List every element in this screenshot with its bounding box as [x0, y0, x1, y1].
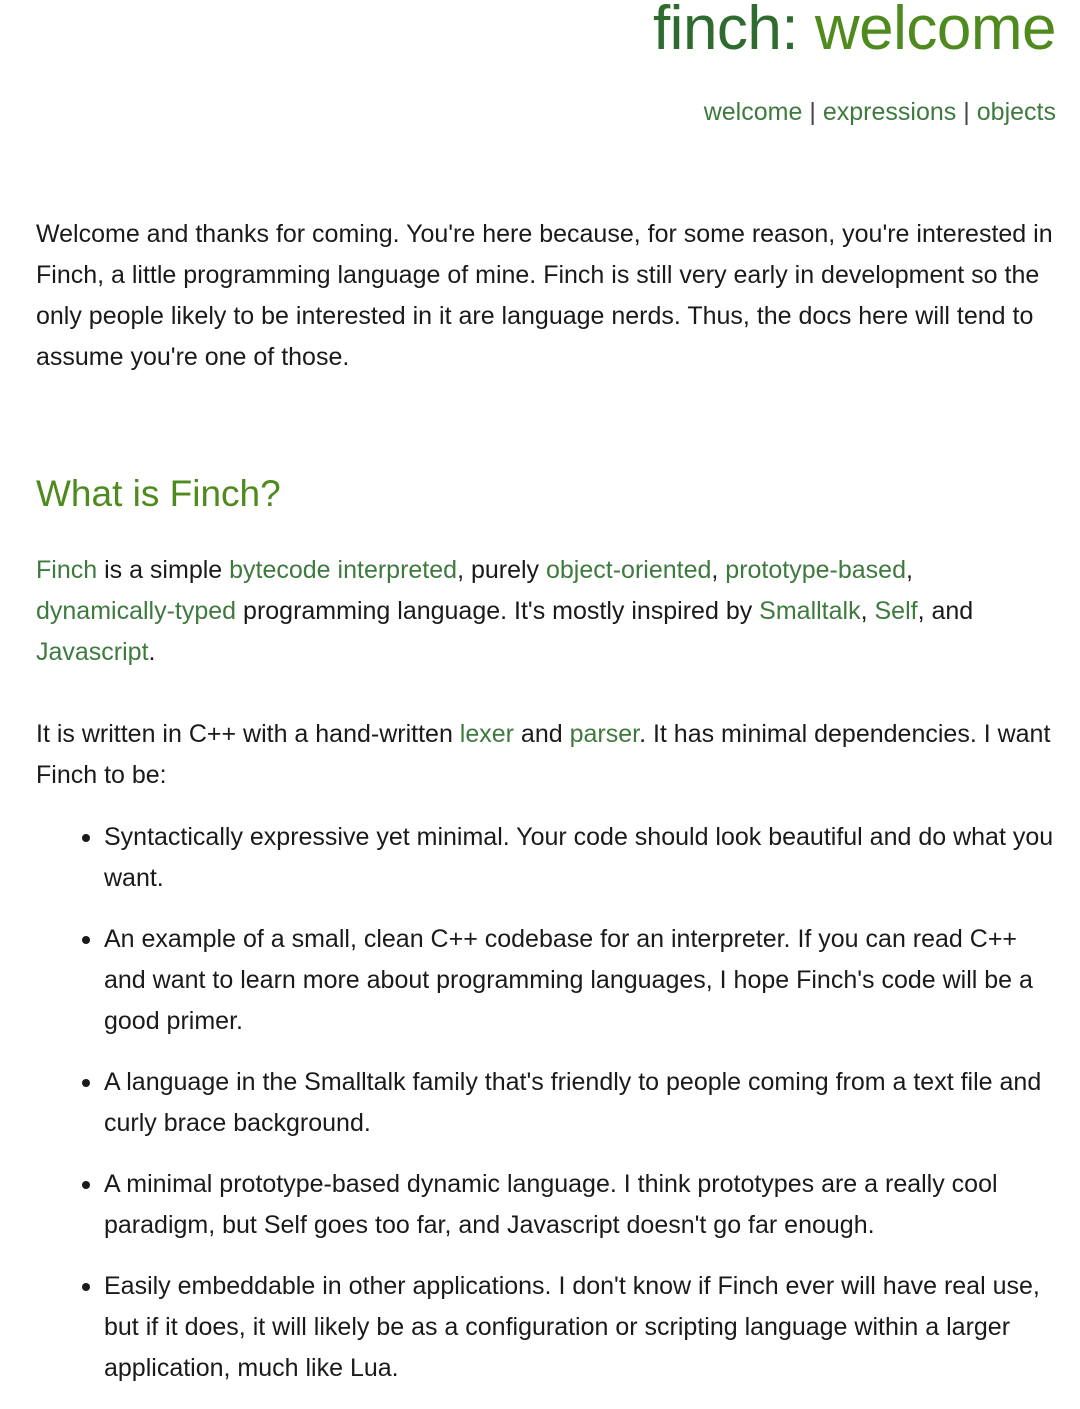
text-fragment: . — [148, 638, 156, 666]
implementation-paragraph — [36, 714, 1060, 796]
nav-link-expressions[interactable]: expressions — [822, 98, 957, 126]
intro-paragraph: Welcome and thanks for coming. You're here because, for some reason, you're interested in Finch, a little programming language of mine. Finch is still very early in development so the only people likely to be interested in it are language nerds. Thus, the docs here will tend to assume you're one of those. — [36, 220, 1053, 371]
text-fragment: , — [860, 597, 875, 625]
site-title-prefix: finch: — [652, 0, 815, 63]
list-item — [104, 817, 1060, 899]
parser-link[interactable]: parser — [569, 720, 640, 748]
list-item — [104, 919, 1060, 1042]
list-item — [104, 1062, 1060, 1144]
description-paragraph — [36, 550, 1060, 673]
site-title — [653, 0, 1056, 66]
lexer-link[interactable]: lexer — [459, 720, 514, 748]
bullet-icon — [82, 1079, 90, 1087]
text-fragment: , purely — [457, 556, 546, 584]
text-fragment: programming language. It's mostly inspired by — [236, 597, 760, 625]
list-item-text: A minimal prototype-based dynamic language. I think prototypes are a really cool paradigm, but Self goes too far, and Javascript doesn't go far enough. — [104, 1170, 998, 1239]
object-oriented-link[interactable]: object-oriented — [546, 556, 712, 584]
top-nav — [704, 94, 1056, 130]
text-fragment: is a simple — [97, 556, 230, 584]
bullet-icon — [82, 834, 90, 842]
list-item-text: Syntactically expressive yet minimal. Your code should look beautiful and do what you want. — [104, 823, 1054, 892]
nav-link-welcome[interactable]: welcome — [703, 98, 803, 126]
dynamically-typed-link[interactable]: dynamically-typed — [36, 597, 237, 625]
goals-list — [36, 817, 1060, 1389]
site-title-page: welcome — [814, 0, 1056, 63]
list-item-text: A language in the Smalltalk family that's friendly to people coming from a text file and curly brace background. — [104, 1068, 1042, 1137]
list-item-text: Easily embeddable in other applications. I don't know if Finch ever will have real use, but if it does, it will likely be as a configuration or scripting language within a larger application, much like Lua. — [104, 1272, 1040, 1382]
text-fragment: , — [905, 556, 913, 584]
nav-separator: | — [809, 98, 816, 126]
finch-link[interactable]: Finch — [36, 556, 98, 584]
section-heading: What is Finch? — [36, 473, 281, 514]
self-link[interactable]: Self — [874, 597, 918, 625]
text-fragment: . It has minimal dependencies. I want Finch to be: — [36, 720, 1051, 789]
prototype-based-link[interactable]: prototype-based — [725, 556, 906, 584]
javascript-link[interactable]: Javascript — [36, 638, 149, 666]
list-item-text: An example of a small, clean C++ codebase for an interpreter. If you can read C++ and want to learn more about programming languages, I hope Finch's code will be a good primer. — [104, 925, 1033, 1035]
text-fragment: It is written in C++ with a hand-written — [36, 720, 460, 748]
smalltalk-link[interactable]: Smalltalk — [759, 597, 861, 625]
list-item — [104, 1266, 1060, 1389]
nav-separator: | — [963, 98, 970, 126]
bytecode-interpreted-link[interactable]: bytecode interpreted — [229, 556, 458, 584]
bullet-icon — [82, 1283, 90, 1291]
bullet-icon — [82, 1181, 90, 1189]
nav-link-objects[interactable]: objects — [976, 98, 1056, 126]
text-fragment: and — [513, 720, 570, 748]
list-item — [104, 1164, 1060, 1246]
main-content — [36, 214, 1060, 1409]
text-fragment: , and — [917, 597, 974, 625]
text-fragment: , — [711, 556, 726, 584]
bullet-icon — [82, 936, 90, 944]
